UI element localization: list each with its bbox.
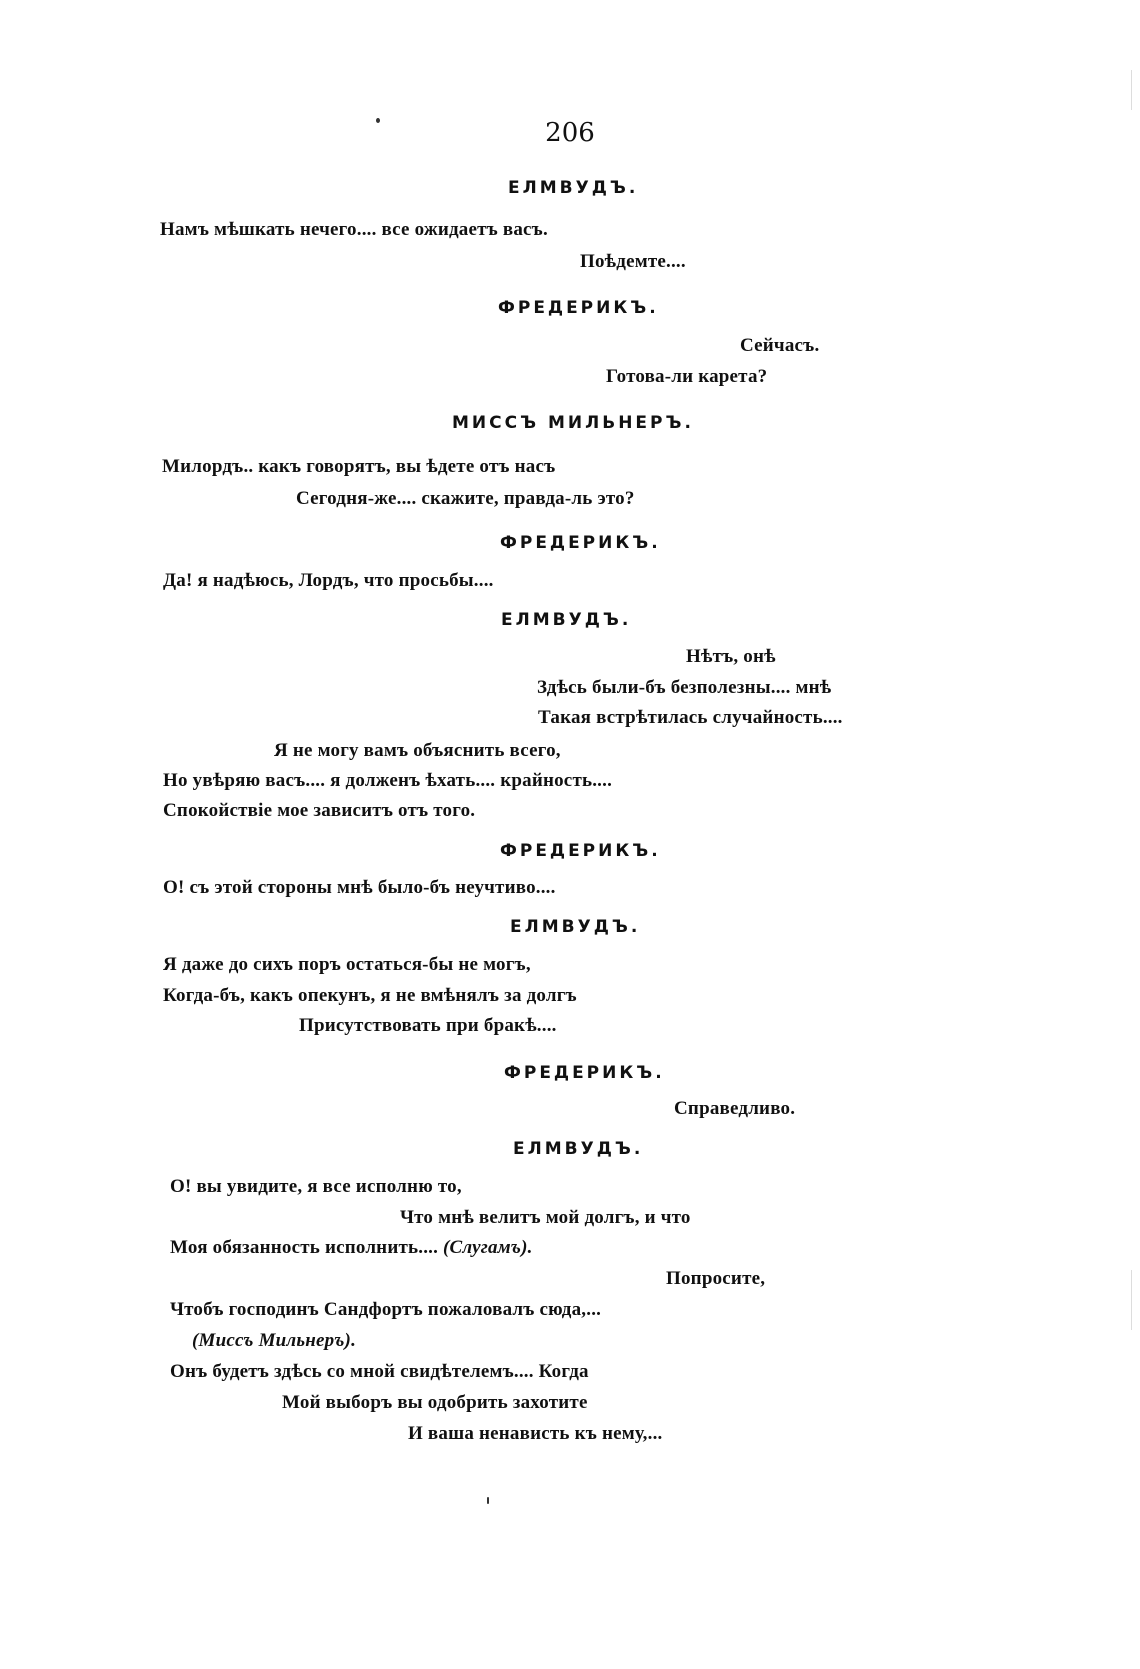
verse-line: Готова-ли карета?: [606, 366, 768, 387]
verse-line: Справедливо.: [674, 1098, 796, 1119]
verse-line: [170, 1237, 533, 1259]
ink-speck: [487, 1497, 489, 1504]
scan-edge-mark: [1131, 1270, 1132, 1330]
speaker-name: ФРЕДЕРИКЪ.: [504, 1063, 665, 1083]
verse-line: Я не могу вамъ объяснить всего,: [274, 740, 561, 761]
verse-line: Сейчасъ.: [740, 335, 820, 356]
verse-line: О! съ этой стороны мнѣ было-бъ неучтиво....: [163, 877, 556, 898]
verse-line: Я даже до сихъ поръ остаться-бы не могъ,: [163, 954, 531, 975]
verse-line: Такая встрѣтилась случайность....: [538, 707, 843, 728]
speaker-name: ФРЕДЕРИКЪ.: [500, 841, 661, 861]
verse-line: Да! я надѣюсь, Лордъ, что просьбы....: [163, 570, 494, 591]
speaker-name: ЕЛМВУДЪ.: [508, 178, 639, 198]
speaker-name: ЕЛМВУДЪ.: [513, 1139, 644, 1159]
verse-line: Когда-бъ, какъ опекунъ, я не вмѣнялъ за долгъ: [163, 985, 577, 1006]
speaker-name: ФРЕДЕРИКЪ.: [498, 298, 659, 318]
verse-line: Здѣсь были-бъ безполезны.... мнѣ: [537, 677, 832, 698]
scan-edge-mark: [1131, 70, 1132, 110]
stage-direction: (Слугамъ).: [443, 1237, 533, 1258]
speaker-name: ФРЕДЕРИКЪ.: [500, 533, 661, 553]
verse-line: Поѣдемте....: [580, 251, 686, 272]
verse-line: Спокойствіе мое зависитъ отъ того.: [163, 800, 476, 821]
verse-line: Присутствовать при бракѣ....: [299, 1015, 557, 1036]
verse-line: Но увѣряю васъ.... я долженъ ѣхать.... крайность....: [163, 770, 613, 791]
verse-line: Мой выборъ вы одобрить захотите: [282, 1392, 588, 1413]
verse-line: Сегодня-же.... скажите, правда-ль это?: [296, 488, 635, 509]
verse-line: Попросите,: [666, 1268, 766, 1289]
verse-line: Что мнѣ велитъ мой долгъ, и что: [400, 1207, 691, 1228]
verse-line: Онъ будетъ здѣсь со мной свидѣтелемъ.... Когда: [170, 1361, 589, 1382]
verse-line: Чтобъ господинъ Сандфортъ пожаловалъ сюда,...: [170, 1299, 602, 1320]
verse-text: Моя обязанность исполнить....: [170, 1237, 439, 1258]
verse-line: И ваша ненависть къ нему,...: [408, 1423, 663, 1444]
verse-line: Милордъ.. какъ говорятъ, вы ѣдете отъ насъ: [162, 456, 556, 477]
speaker-name: ЕЛМВУДЪ.: [510, 917, 641, 937]
speaker-name: ЕЛМВУДЪ.: [501, 610, 632, 630]
speaker-name: МИССЪ МИЛЬНЕРЪ.: [452, 413, 694, 433]
verse-line: О! вы увидите, я все исполню то,: [170, 1176, 462, 1197]
page-number: 206: [545, 118, 595, 148]
verse-line: Нѣтъ, онѣ: [686, 646, 776, 667]
verse-line: Намъ мѣшкать нечего.... все ожидаетъ васъ.: [160, 219, 548, 240]
stage-direction: (Миссъ Мильнеръ).: [192, 1330, 357, 1351]
